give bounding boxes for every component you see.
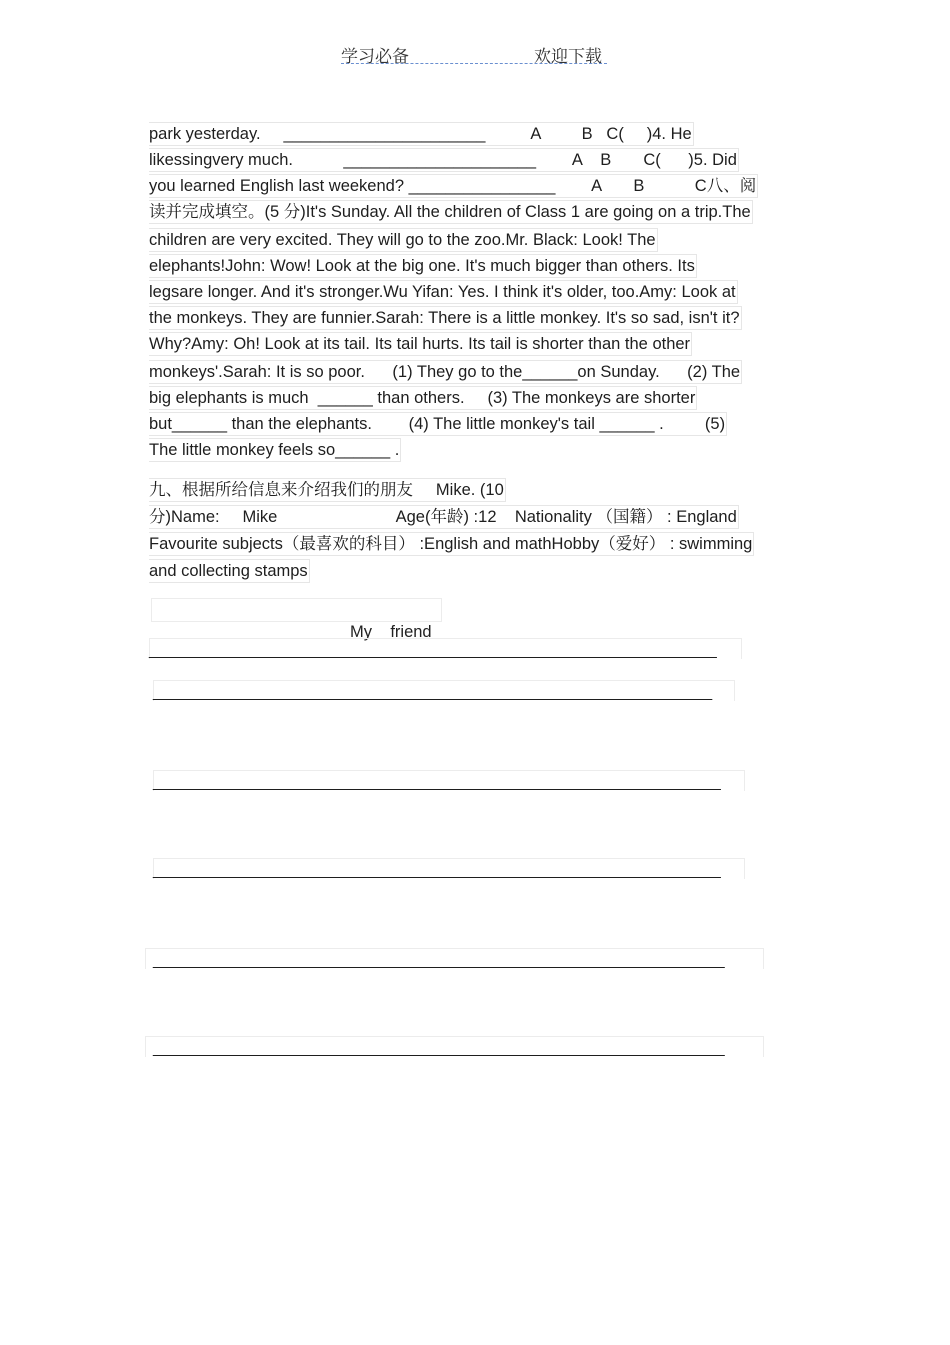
text-line-11: big elephants is much ______ than others. (3) The monkeys are shorter: [149, 386, 697, 410]
text-line-1: park yesterday. ______________________ A B C( )4. He: [149, 122, 694, 146]
text-line-3: you learned English last weekend? ________________ A B C八、阅: [149, 174, 758, 198]
section-nine-heading: 九、根据所给信息来介绍我们的朋友 Mike. (10: [149, 478, 506, 502]
writing-title-box: [151, 598, 442, 641]
text-line-13: The little monkey feels so______ .: [149, 438, 401, 462]
info-line-2: Favourite subjects（最喜欢的科目） :English and mathHobby（爱好） : swimming: [149, 532, 754, 556]
writing-line-2[interactable]: _________________________________________________________________: [153, 684, 712, 701]
header-dashed-rule: [341, 63, 607, 64]
text-line-2: likessingvery much. _____________________ A B C( )5. Did: [149, 148, 739, 172]
text-line-7: legsare longer. And it's stronger.Wu Yifan: Yes. I think it's older, too.Amy: Look at: [149, 280, 738, 304]
writing-line-1[interactable]: __________________________________________________________________: [149, 642, 717, 659]
writing-line-3[interactable]: __________________________________________________________________: [153, 774, 721, 791]
header-left: 学习必备: [341, 47, 409, 67]
text-line-9: Why?Amy: Oh! Look at its tail. Its tail hurts. Its tail is shorter than the other: [149, 332, 692, 356]
writing-title: My friend: [350, 623, 432, 641]
text-line-10: monkeys'.Sarah: It is so poor. (1) They go to the______on Sunday. (2) The: [149, 360, 742, 384]
text-line-4: 读并完成填空。(5 分)It's Sunday. All the children of Class 1 are going on a trip.The: [149, 200, 753, 224]
writing-line-5[interactable]: ____________________________________________________________________: [153, 952, 725, 969]
text-line-8: the monkeys. They are funnier.Sarah: There is a little monkey. It's so sad, isn't it?: [149, 306, 742, 330]
text-line-6: elephants!John: Wow! Look at the big one. It's much bigger than others. Its: [149, 254, 697, 278]
text-line-12: but______ than the elephants. (4) The little monkey's tail ______ . (5): [149, 412, 727, 436]
writing-line-4[interactable]: __________________________________________________________________: [153, 862, 721, 879]
info-line-1: 分)Name: Mike Age(年龄) :12 Nationality （国籍） : England: [149, 505, 739, 529]
info-line-3: and collecting stamps: [149, 559, 310, 583]
text-line-5: children are very excited. They will go to the zoo.Mr. Black: Look! The: [149, 228, 658, 252]
header-right: 欢迎下载: [534, 47, 602, 67]
writing-line-6[interactable]: ____________________________________________________________________: [153, 1040, 725, 1057]
